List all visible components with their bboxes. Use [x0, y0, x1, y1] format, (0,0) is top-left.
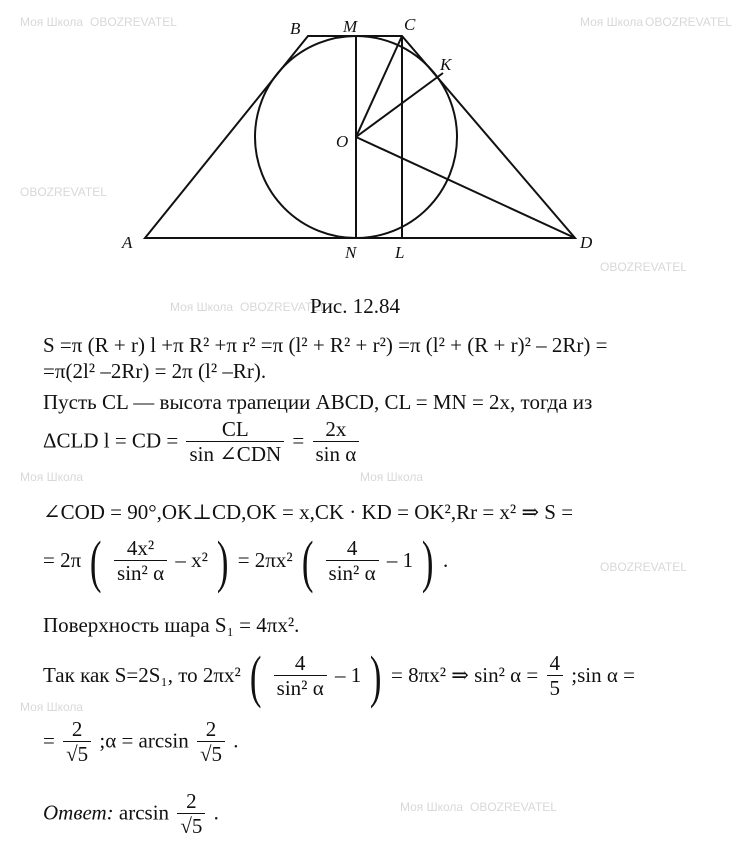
paren-left: (: [90, 529, 102, 594]
fraction-2x: [313, 418, 360, 467]
formula-line-5: ∠COD = 90°,OK⊥CD,OK = x,CK · KD = OK²,Rr = x² ⇒ S =: [43, 500, 574, 524]
formula-line-9: [43, 718, 238, 767]
answer-label: Ответ:: [43, 800, 114, 825]
l4-equals: =: [292, 428, 305, 453]
watermark-text: OBOZREVATEL: [600, 560, 687, 574]
fraction-numerator: 4: [274, 652, 327, 676]
formula-line-8: [43, 644, 635, 709]
label-d: D: [580, 233, 593, 252]
fraction-denominator: sin² α: [117, 561, 165, 586]
watermark-text: Моя Школа: [400, 800, 464, 814]
l6-dot: .: [442, 547, 449, 572]
fraction-numerator: 4x²: [114, 537, 167, 561]
label-b: B: [290, 19, 301, 38]
answer-arcsin: arcsin: [118, 800, 170, 825]
watermark-text: Моя Школа: [170, 300, 234, 314]
paren-left: (: [301, 529, 314, 594]
fraction-numerator: 2: [63, 718, 91, 742]
l6-equals: = 2πx²: [237, 547, 293, 572]
fraction-numerator: 2: [177, 790, 205, 814]
segment-ok: [356, 73, 443, 137]
label-m: M: [343, 17, 358, 36]
fraction-denominator: sin² α: [276, 676, 324, 701]
watermark-text: OBOZREVATEL: [645, 15, 732, 29]
geometry-figure: [0, 0, 733, 300]
fraction-4x2: [114, 537, 167, 586]
watermark-text: OBOZREVATEL: [240, 300, 327, 314]
l6-mid: – x²: [175, 547, 208, 572]
formula-line-6: [43, 529, 449, 594]
fraction-numerator: CL: [186, 418, 284, 442]
fraction-2-sqrt5: [63, 718, 91, 767]
label-k: K: [440, 55, 452, 74]
l9-end: .: [233, 728, 239, 753]
watermark-text: Моя Школа: [580, 15, 644, 29]
l8-post: = 8πx² ⇒ sin² α =: [391, 662, 539, 687]
fraction-4-sin: [274, 652, 327, 701]
answer-dot: .: [213, 800, 219, 825]
l4-prefix: ΔCLD l = CD =: [43, 428, 179, 453]
text-line-7: Поверхность шара S₁ = 4πx².: [43, 613, 300, 637]
fraction-2-sqrt5: [177, 790, 205, 839]
paren-left: (: [249, 644, 262, 709]
fraction-denominator: √5: [66, 742, 89, 767]
l8-end: ;sin α =: [571, 662, 635, 687]
fraction-cl: [186, 418, 284, 467]
fraction-denominator: sin α: [315, 442, 357, 467]
watermark-text: OBOZREVATEL: [600, 260, 687, 274]
watermark-text: Моя Школа: [20, 700, 84, 714]
fraction-4: [326, 537, 379, 586]
l8-mid: – 1: [334, 662, 362, 687]
fraction-4-5: [547, 652, 564, 701]
fraction-denominator: sin ∠CDN: [189, 442, 282, 467]
fraction-denominator: √5: [199, 742, 222, 767]
label-c: C: [404, 15, 416, 34]
answer-line: [43, 790, 219, 839]
watermark-text: Моя Школа: [20, 470, 84, 484]
fraction-numerator: 2x: [313, 418, 360, 442]
segment-od: [356, 137, 575, 238]
paren-right: ): [370, 644, 382, 709]
paren-right: ): [422, 529, 434, 594]
label-a: A: [122, 233, 133, 252]
text-line-3: Пусть CL — высота трапеции ABCD, CL = MN = 2x, тогда из: [43, 390, 593, 414]
formula-line-1: S =π (R + r) l +π R² +π r² =π (l² + R² + r²) =π (l² + (R + r)² – 2Rr) =: [43, 333, 608, 357]
watermark-text: OBOZREVATEL: [90, 15, 177, 29]
label-n: N: [345, 243, 357, 262]
l6-prefix: = 2π: [43, 547, 82, 572]
formula-line-4: [43, 418, 362, 467]
watermark-text: Моя Школа: [20, 15, 84, 29]
figure-caption: Рис. 12.84: [310, 294, 400, 318]
fraction-numerator: 4: [547, 652, 564, 676]
fraction-denominator: 5: [549, 676, 561, 701]
fraction-denominator: √5: [180, 814, 203, 839]
watermark-text: Моя Школа: [360, 470, 424, 484]
fraction-numerator: 2: [197, 718, 225, 742]
l9-mid: ;α = arcsin: [99, 728, 189, 753]
segment-oc: [356, 36, 402, 137]
l8-prefix: Так как S=2S₁, то 2πx²: [43, 662, 241, 687]
watermark-text: OBOZREVATEL: [470, 800, 557, 814]
label-o: O: [336, 132, 349, 151]
fraction-numerator: 4: [326, 537, 379, 561]
l6-end: – 1: [386, 547, 414, 572]
fraction-2-sqrt5: [197, 718, 225, 767]
l9-prefix: =: [43, 728, 55, 753]
paren-right: ): [217, 529, 229, 594]
label-l: L: [395, 243, 405, 262]
fraction-denominator: sin² α: [328, 561, 376, 586]
formula-line-2: =π(2l² –2Rr) = 2π (l² –Rr).: [43, 359, 267, 383]
watermark-text: OBOZREVATEL: [20, 185, 107, 199]
